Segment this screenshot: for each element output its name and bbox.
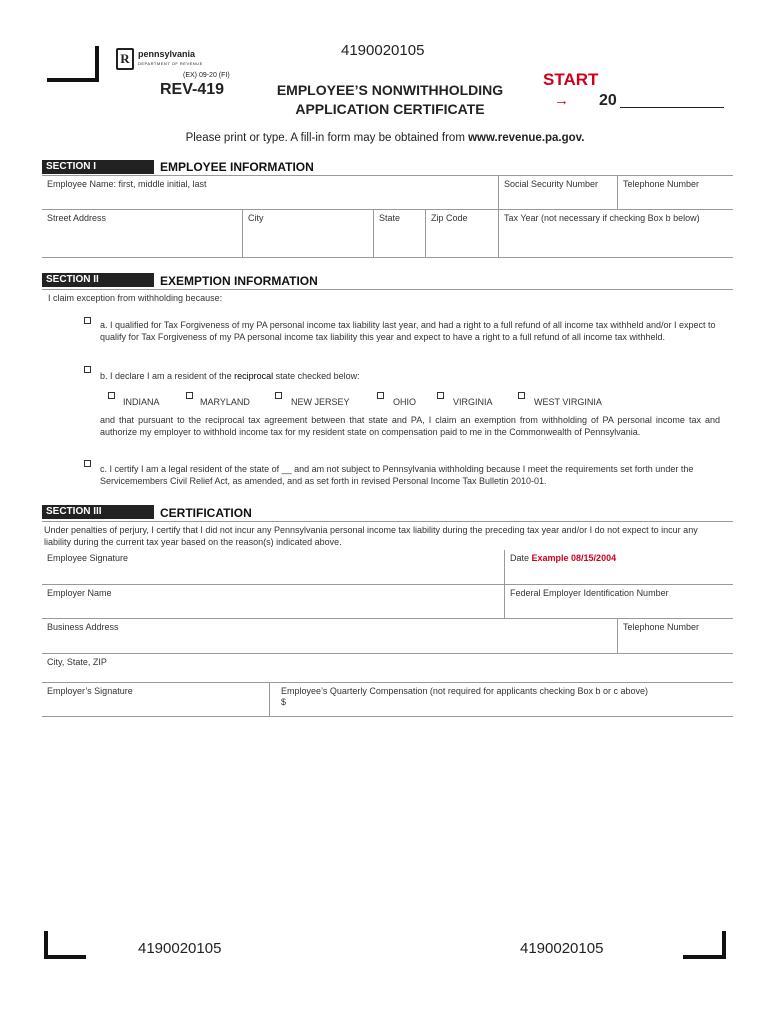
street-address-label: Street Address: [47, 213, 107, 223]
year-prefix: 20: [599, 92, 617, 109]
exemption-b-continued: and that pursuant to the reciprocal tax agreement between that state and PA, I claim an exemption from withholding of PA personal income tax and authorize my employer to withhold income tax for my resident state on compensation paid to me in the Commonwealth of Pennsylvania.: [100, 415, 720, 437]
pa-revenue-logo: [116, 48, 203, 70]
city-label: City: [248, 213, 264, 223]
start-label: START: [543, 70, 599, 89]
logo-icon: R: [116, 48, 134, 70]
state-ohio: OHIO: [393, 397, 417, 407]
year-field[interactable]: [620, 107, 724, 108]
exemption-b-pre: b. I declare I am a resident of the: [100, 371, 235, 381]
logo-text: pennsylvania: [138, 49, 196, 59]
city-state-zip-field[interactable]: [42, 654, 733, 683]
exemption-a-text: a. I qualified for Tax Forgiveness of my PA personal income tax liability last year, and had a right to a full refund of all income tax withheld and/or I expect to qualify for Tax Forgiveness of my PA personal income tax liability this year and expect to have a right to a full refund of all income tax withheld.: [100, 320, 716, 342]
revenue-website-link[interactable]: www.revenue.pa.gov.: [468, 132, 585, 144]
exemption-b-post: state checked below:: [273, 371, 360, 381]
date-example: Example 08/15/2004: [531, 553, 617, 563]
fein-field[interactable]: [505, 585, 733, 619]
tax-year-label: Tax Year (not necessary if checking Box b below): [504, 213, 700, 223]
exemption-intro: I claim exception from withholding because:: [48, 293, 223, 303]
checkbox-virginia[interactable]: [437, 392, 444, 399]
employee-name-label: Employee Name: first, middle initial, last: [47, 179, 207, 189]
telephone-field[interactable]: [618, 176, 733, 210]
checkbox-indiana[interactable]: [108, 392, 115, 399]
exemption-c-text: c. I certify I am a legal resident of the state of __ and am not subject to Pennsylvania withholding because I meet the requirements set forth under the Servicemembers Civil Relief Act, as amended, and as set forth in revised Personal Income Tax Bulletin 2010-01.: [100, 464, 694, 486]
section-1-title: EMPLOYEE INFORMATION: [160, 160, 314, 174]
certification-grid: [42, 550, 733, 717]
form-code: (EX) 09-20 (FI): [183, 72, 230, 79]
employee-signature-label: Employee Signature: [47, 553, 129, 563]
business-address-label: Business Address: [47, 622, 119, 632]
barcode-number-top: 4190020105: [341, 42, 425, 59]
fein-label: Federal Employer Identification Number: [510, 588, 669, 598]
checkbox-new-jersey[interactable]: [275, 392, 282, 399]
business-telephone-label: Telephone Number: [623, 622, 700, 632]
business-address-field[interactable]: [42, 619, 618, 654]
form-number: REV-419: [160, 81, 225, 98]
start-arrow-icon: →: [554, 92, 569, 109]
state-maryland: MARYLAND: [200, 397, 250, 407]
section-3-rule: [42, 521, 733, 522]
state-new-jersey: NEW JERSEY: [291, 397, 350, 407]
zip-code-field[interactable]: [426, 210, 499, 258]
state-indiana: INDIANA: [123, 397, 160, 407]
checkbox-c[interactable]: [84, 460, 91, 467]
registration-mark-bottom-right-h: [683, 955, 726, 959]
employer-name-field[interactable]: [42, 585, 505, 619]
zip-code-label: Zip Code: [431, 213, 468, 223]
city-state-zip-label: City, State, ZIP: [47, 657, 107, 667]
employer-signature-label: Employer’s Signature: [47, 686, 133, 696]
employer-signature-field[interactable]: [42, 683, 270, 717]
instructions: [0, 132, 770, 144]
checkbox-ohio[interactable]: [377, 392, 384, 399]
checkbox-maryland[interactable]: [186, 392, 193, 399]
section-2-title: EXEMPTION INFORMATION: [160, 274, 318, 288]
telephone-label: Telephone Number: [623, 179, 700, 189]
state-field[interactable]: [374, 210, 426, 258]
checkbox-west-virginia[interactable]: [518, 392, 525, 399]
quarterly-compensation-label: Employee’s Quarterly Compensation (not required for applicants checking Box b or c above): [281, 686, 649, 696]
section-1-tag: SECTION I: [42, 160, 154, 174]
employer-name-label: Employer Name: [47, 588, 112, 598]
barcode-number-bottom-right: 4190020105: [520, 940, 604, 957]
section-3-tag: SECTION III: [42, 505, 154, 519]
state-west-virginia: WEST VIRGINIA: [534, 397, 602, 407]
state-virginia: VIRGINIA: [453, 397, 493, 407]
employee-info-grid: [42, 176, 733, 258]
ssn-field[interactable]: [499, 176, 618, 210]
registration-mark-top-left: [95, 46, 99, 82]
business-telephone-field[interactable]: [618, 619, 733, 654]
section-2-rule: [42, 289, 733, 290]
registration-mark-bottom-left-h: [44, 955, 86, 959]
form-title-line1: EMPLOYEE’S NONWITHHOLDING: [276, 82, 504, 98]
section-2-tag: SECTION II: [42, 273, 154, 287]
ssn-label: Social Security Number: [504, 179, 599, 189]
date-field[interactable]: [505, 550, 733, 585]
exemption-b-reciprocal: reciprocal: [234, 371, 274, 381]
tax-year-field[interactable]: [499, 210, 733, 258]
city-field[interactable]: [243, 210, 374, 258]
employee-signature-field[interactable]: [42, 550, 505, 585]
employee-name-field[interactable]: [42, 176, 499, 210]
date-label: Date: [510, 553, 532, 563]
section-3-title: CERTIFICATION: [160, 506, 252, 520]
form-title: [255, 81, 525, 119]
street-address-field[interactable]: [42, 210, 243, 258]
instructions-text: Please print or type. A fill-in form may be obtained from: [185, 132, 469, 144]
logo-subtext: DEPARTMENT OF REVENUE: [138, 61, 203, 66]
registration-mark-top-left-h: [47, 78, 99, 82]
barcode-number-bottom-left: 4190020105: [138, 940, 222, 957]
quarterly-compensation-field[interactable]: [270, 683, 733, 717]
dollar-sign: $: [281, 697, 287, 707]
perjury-statement: Under penalties of perjury, I certify that I did not incur any Pennsylvania personal income tax liability during the preceding tax year and/or I do not expect to incur any liability during the current tax year based on the reason(s) indicated above.: [44, 525, 698, 547]
form-title-line2: APPLICATION CERTIFICATE: [295, 101, 485, 117]
checkbox-b[interactable]: [84, 366, 91, 373]
state-label: State: [379, 213, 401, 223]
checkbox-a[interactable]: [84, 317, 91, 324]
exemption-b-text: [100, 371, 360, 383]
